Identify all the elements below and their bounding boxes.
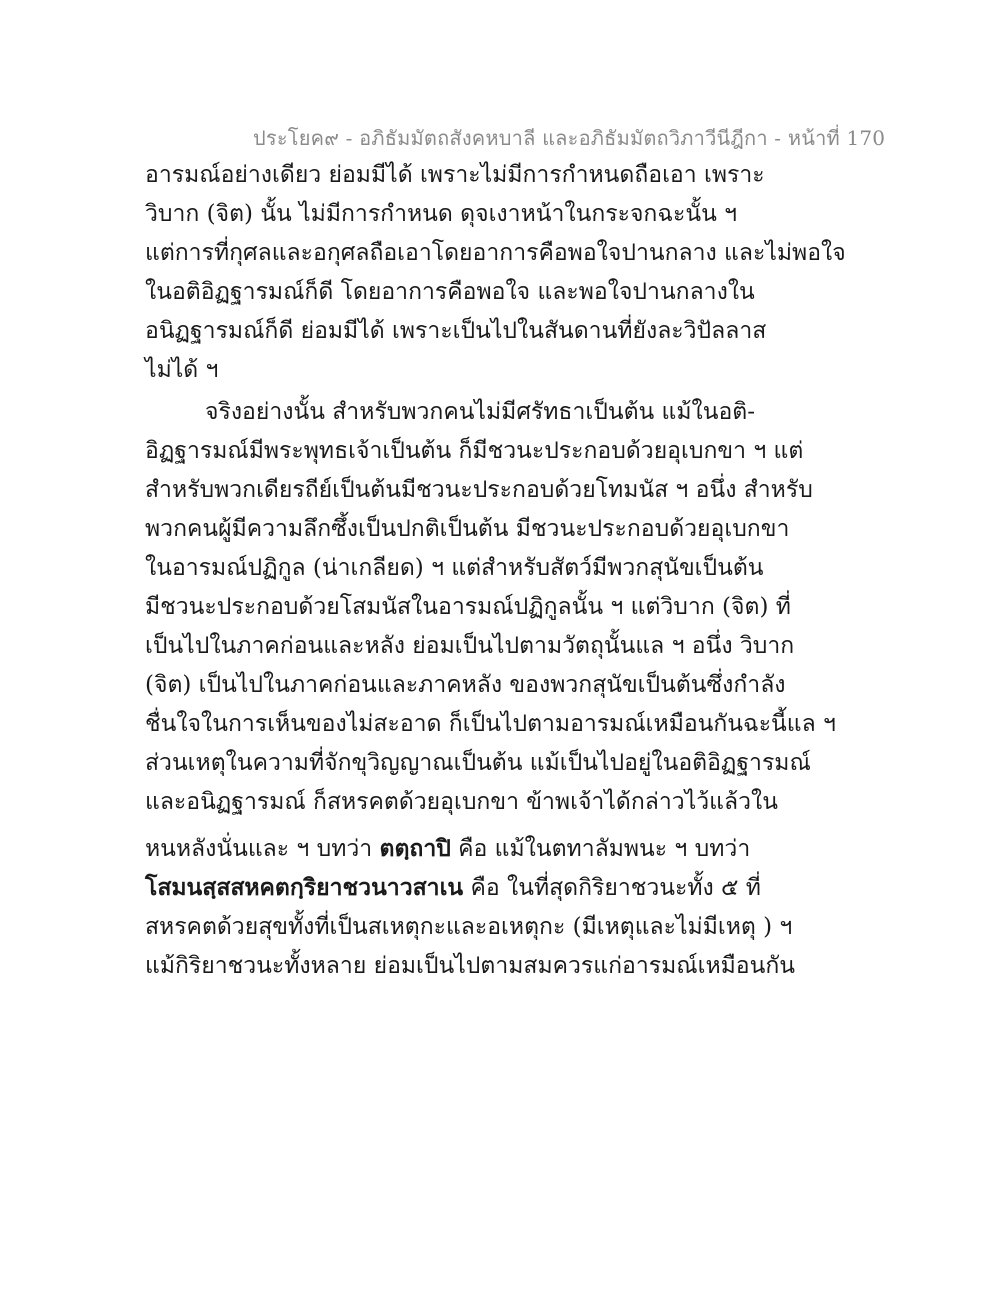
text-line: แต่การที่กุศลและอกุศลถือเอาโดยอาการคือพอใจปานกลาง และไม่พอใจ (145, 240, 846, 266)
bold-term: โสมนสฺสสหคตกฺริยาชวนาวสาเน (145, 874, 464, 901)
text-line: อารมณ์อย่างเดียว ย่อมมีได้ เพราะไม่มีการกำหนดถือเอา เพราะ (145, 162, 765, 188)
text-segment: หนหลังนั่นและ ฯ บทว่า (145, 836, 380, 862)
text-line: มีชวนะประกอบด้วยโสมนัสในอารมณ์ปฏิกูลนั้น ฯ แต่วิบาก (จิต) ที่ (145, 594, 791, 620)
text-line: อิฏฐารมณ์มีพระพุทธเจ้าเป็นต้น ก็มีชวนะประกอบด้วยอุเบกขา ฯ แต่ (145, 438, 804, 464)
text-line: ส่วนเหตุในความที่จักขุวิญญาณเป็นต้น แม้เป็นไปอยู่ในอติอิฏฐารมณ์ (145, 750, 811, 776)
text-line: เป็นไปในภาคก่อนและหลัง ย่อมเป็นไปตามวัตถุนั้นแล ฯ อนึ่ง วิบาก (145, 633, 795, 659)
text-line: สำหรับพวกเดียรถีย์เป็นต้นมีชวนะประกอบด้วยโทมนัส ฯ อนึ่ง สำหรับ (145, 477, 813, 503)
text-line (145, 834, 750, 864)
text-line: วิบาก (จิต) นั้น ไม่มีการกำหนด ดุจเงาหน้าในกระจกฉะนั้น ฯ (145, 201, 738, 227)
text-line: ในอติอิฏฐารมณ์ก็ดี โดยอาการคือพอใจ และพอใจปานกลางใน (145, 279, 755, 305)
text-line: แม้กิริยาชวนะทั้งหลาย ย่อมเป็นไปตามสมควรแก่อารมณ์เหมือนกัน (145, 953, 795, 979)
text-segment: คือ แม้ในตทาลัมพนะ ฯ บทว่า (450, 836, 751, 862)
text-line: และอนิฏฐารมณ์ ก็สหรคตด้วยอุเบกขา ข้าพเจ้าได้กล่าวไว้แล้วใน (145, 789, 778, 815)
text-line: ชื่นใจในการเห็นของไม่สะอาด ก็เป็นไปตามอารมณ์เหมือนกันฉะนี้แล ฯ (145, 711, 836, 737)
text-segment: คือ ในที่สุดกิริยาชวนะทั้ง ๕ ที่ (463, 875, 761, 901)
text-line: สหรคตด้วยสุขทั้งที่เป็นสเหตุกะและอเหตุกะ (มีเหตุและไม่มีเหตุ ) ฯ (145, 914, 793, 940)
text-line: อนิฏฐารมณ์ก็ดี ย่อมมีได้ เพราะเป็นไปในสันดานที่ยังละวิปัลลาส (145, 318, 767, 344)
text-line (145, 873, 761, 903)
text-line: (จิต) เป็นไปในภาคก่อนและภาคหลัง ของพวกสุนัขเป็นต้นซึ่งกำลัง (145, 672, 786, 698)
text-line: พวกคนผู้มีความลึกซึ้งเป็นปกติเป็นต้น มีชวนะประกอบด้วยอุเบกขา (145, 516, 790, 542)
page-header: ประโยค๙ - อภิธัมมัตถสังคหบาลี และอภิธัมมัตถวิภาวีนีฎีกา - หน้าที่ 170 (253, 126, 886, 150)
text-line: ไม่ได้ ฯ (145, 357, 219, 383)
text-line: จริงอย่างนั้น สำหรับพวกคนไม่มีศรัทธาเป็นต้น แม้ในอติ- (205, 399, 756, 425)
text-line: ในอารมณ์ปฏิกูล (น่าเกลียด) ฯ แต่สำหรับสัตว์มีพวกสุนัขเป็นต้น (145, 555, 764, 581)
bold-term: ตตฺถาปิ (379, 835, 451, 862)
